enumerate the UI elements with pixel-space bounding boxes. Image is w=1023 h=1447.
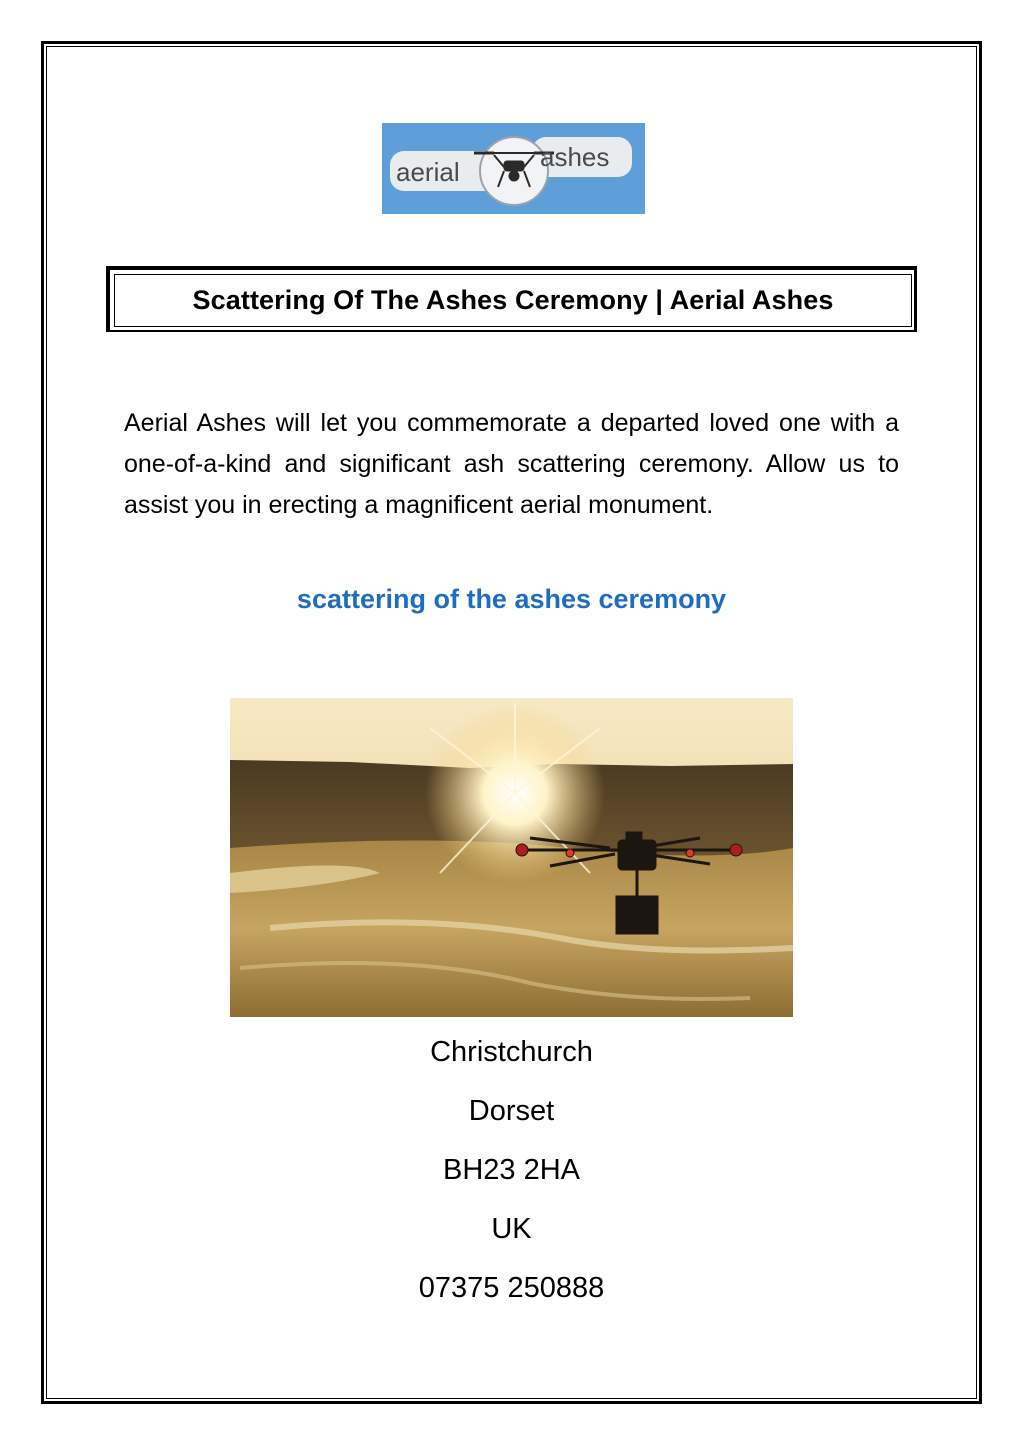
aerial-ashes-logo <box>382 123 645 214</box>
address-county: Dorset <box>468 1095 555 1127</box>
address-postcode: BH23 2HA <box>442 1154 580 1186</box>
address-city: Christchurch <box>430 1036 593 1068</box>
ceremony-link[interactable]: scattering of the ashes ceremony <box>296 584 727 614</box>
logo-word-aerial: aerial <box>396 157 460 187</box>
logo-word-ashes: ashes <box>540 142 610 172</box>
drone-sunset-photo <box>230 698 793 1017</box>
page-title: Scattering Of The Ashes Ceremony | Aerial Ashes <box>192 285 834 315</box>
intro-paragraph: Aerial Ashes will let you commemorate a departed loved one with a one-of-a-kind and significant ash scattering ceremony. Allow us to assist you in erecting a magnificent aerial monument. <box>124 409 899 519</box>
phone-number[interactable]: 07375 250888 <box>418 1272 605 1304</box>
title-box-inner <box>114 274 912 327</box>
address-country: UK <box>491 1213 532 1245</box>
title-box <box>106 266 917 332</box>
